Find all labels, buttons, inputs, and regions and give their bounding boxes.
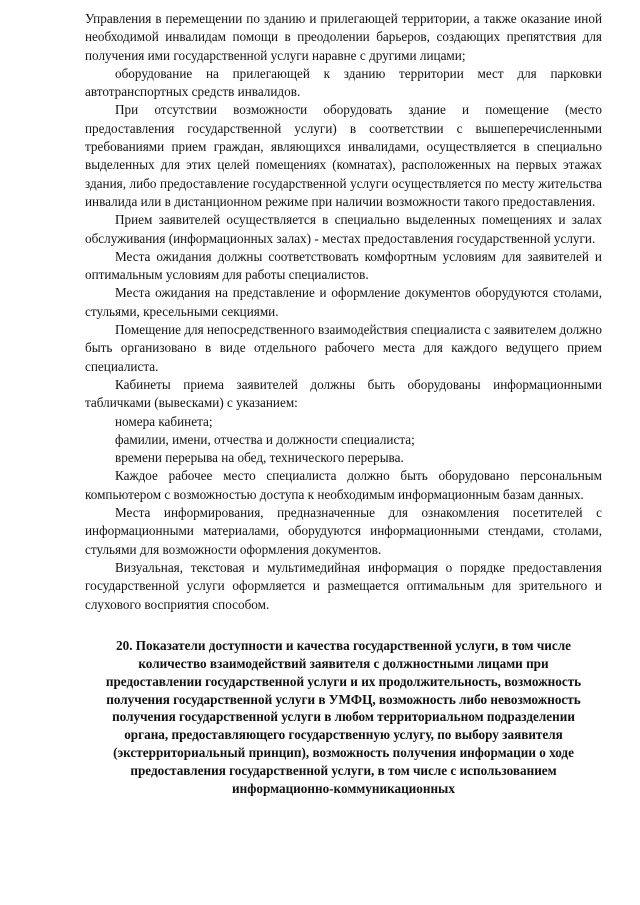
section-heading: 20. Показатели доступности и качества государственной услуги, в том числе количество взаимодействий заявителя с должностными лицами при предоставлении государственной услуги и их продолжительность, возможность получения государственной услуги в УМФЦ, возможность либо невозможность получения государственной услуги в любом территориальном подразделении органа, предоставляющего государственную услугу, по выбору заявителя (экстерриториальный принцип), возможность получения информации о ходе предоставления государственной услуги, в том числе с использованием информационно-коммуникационных bbox=[105, 637, 582, 797]
paragraph: Помещение для непосредственного взаимодействия специалиста с заявителем должно быть организовано в виде отдельного рабочего места для каждого ведущего прием специалиста. bbox=[85, 322, 602, 374]
paragraph: Управления в перемещении по зданию и прилегающей территории, а также оказание иной необходимой инвалидам помощи в преодолении барьеров, создающих препятствия для получения ими государственной услуги наравне с другими лицами; bbox=[85, 11, 602, 63]
list-item: фамилии, имени, отчества и должности специалиста; bbox=[115, 431, 415, 447]
paragraph: Места информирования, предназначенные для ознакомления посетителей с информационными материалами, оборудуются информационными стендами, столами, стульями для возможности оформления документов. bbox=[85, 505, 602, 557]
paragraph: Прием заявителей осуществляется в специально выделенных помещениях и залах обслуживания (информационных залах) - местах предоставления государственной услуги. bbox=[85, 212, 602, 246]
body-text bbox=[85, 10, 602, 614]
section-spacer bbox=[85, 614, 602, 637]
paragraph: Места ожидания на представление и оформление документов оборудуются столами, стульями, кресельными секциями. bbox=[85, 285, 602, 319]
paragraph: При отсутствии возможности оборудовать здание и помещение (место предоставления государственной услуги) в соответствии с вышеперечисленными требованиями прием граждан, являющихся инвалидами, осуществляется в специально выделенных для этих целей помещениях (комнатах), расположенных на первых этажах здания, либо предоставление государственной услуги осуществляется по месту жительства инвалида или в дистанционном режиме при наличии возможности такого предоставления. bbox=[85, 102, 602, 209]
paragraph: Визуальная, текстовая и мультимедийная информация о порядке предоставления государственной услуги оформляется и размещается оптимальным для зрительного и слухового восприятия способом. bbox=[85, 559, 602, 612]
list-item: времени перерыва на обед, технического перерыва. bbox=[115, 450, 404, 466]
paragraph: Каждое рабочее место специалиста должно быть оборудовано персональным компьютером с возможностью доступа к необходимым информационным базам данных. bbox=[85, 468, 602, 502]
paragraph: Кабинеты приема заявителей должны быть оборудованы информационными табличками (вывесками) с указанием: bbox=[85, 376, 602, 411]
list-item: номера кабинета; bbox=[115, 413, 213, 429]
paragraph: Места ожидания должны соответствовать комфортным условиям для заявителей и оптимальным условиям для работы специалистов. bbox=[85, 248, 602, 283]
paragraph: оборудование на прилегающей к зданию территории мест для парковки автотранспортных средств инвалидов. bbox=[85, 65, 602, 100]
